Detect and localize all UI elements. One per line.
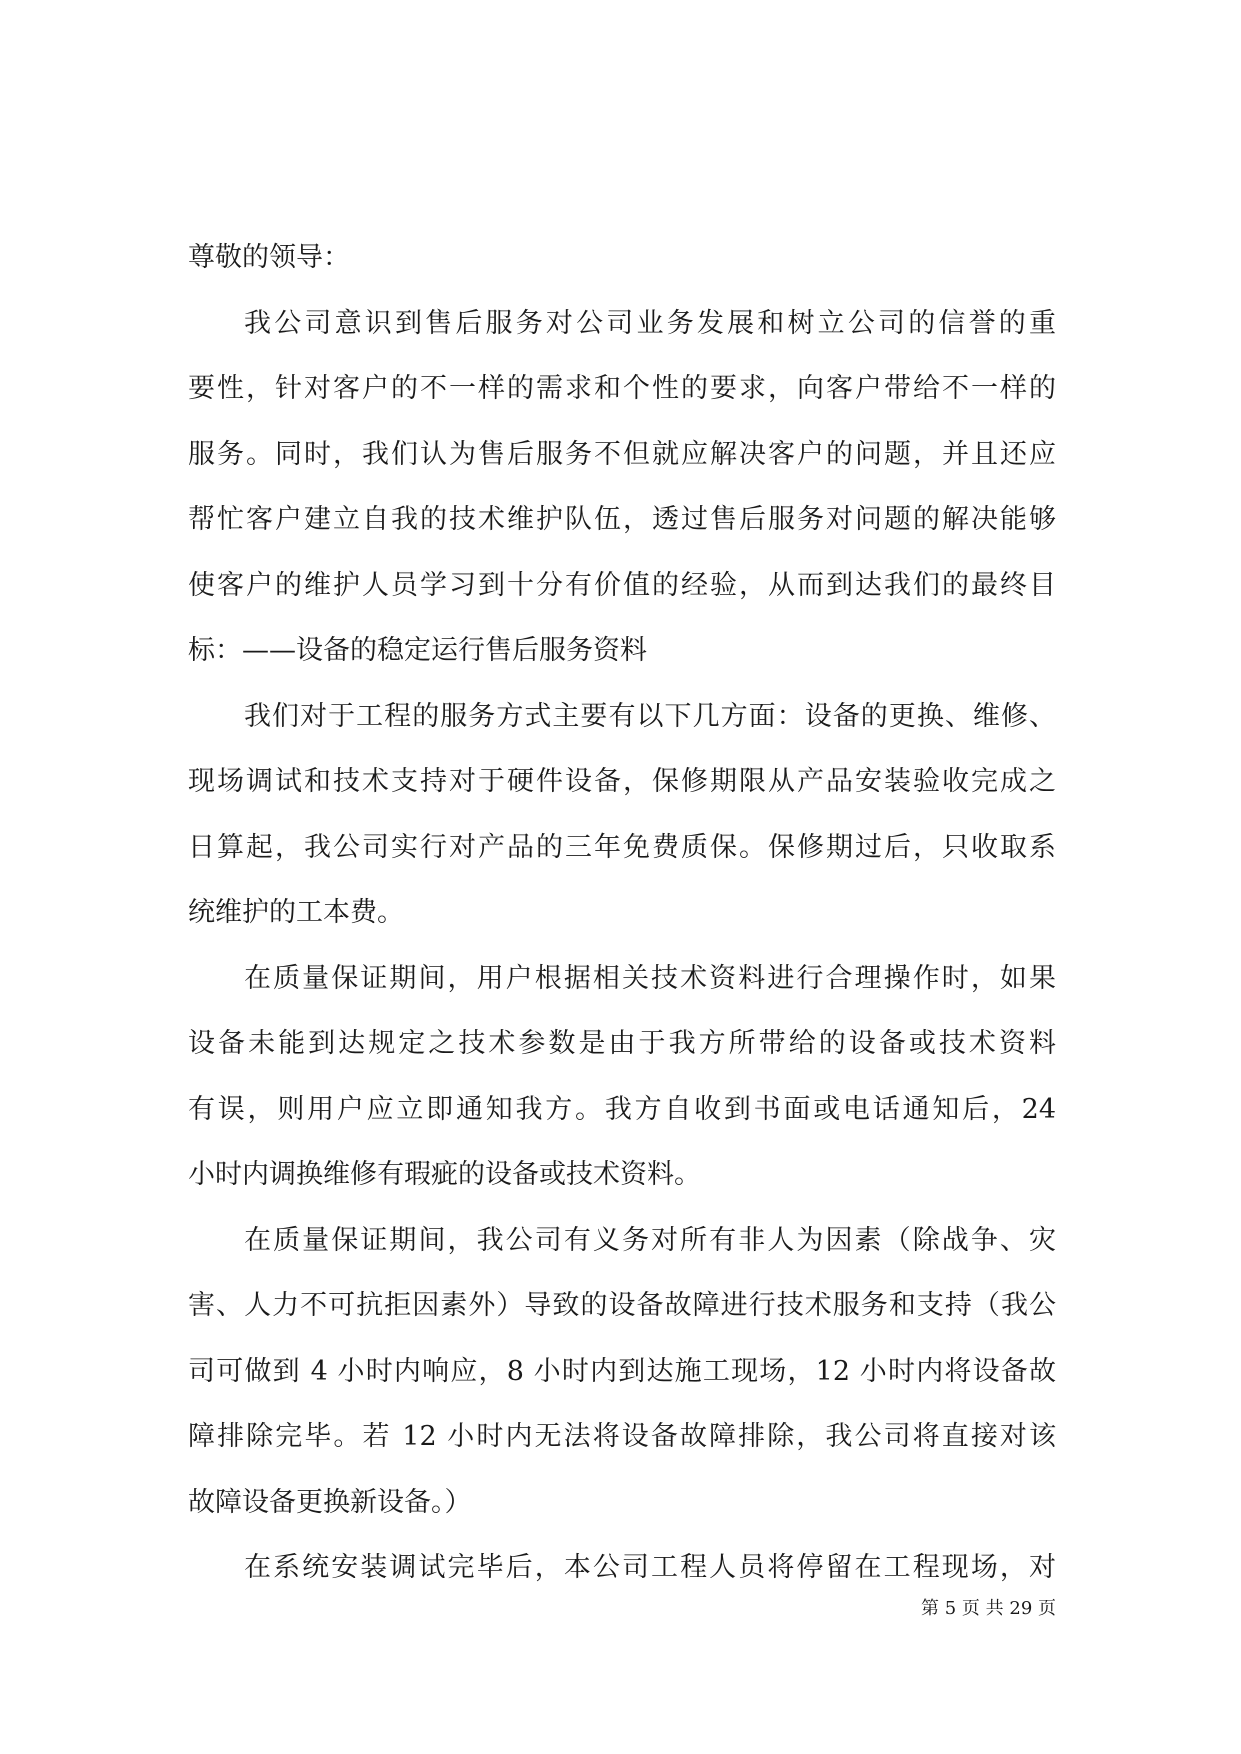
paragraph-4-line-1: 在质量保证期间，我公司有义务对所有非人为因素（除战争、灾 — [244, 1224, 1056, 1256]
paragraph-2-line-4: 统维护的工本费。 — [188, 897, 404, 928]
paragraph-1-line-3: 服务。同时，我们认为售后服务不但就应解决客户的问题，并且还应 — [188, 438, 1056, 470]
paragraph-2-line-3: 日算起，我公司实行对产品的三年免费质保。保修期过后，只收取系 — [188, 831, 1056, 863]
paragraph-4-line-5: 故障设备更换新设备。） — [188, 1486, 472, 1518]
paragraph-1-line-6: 标：——设备的稳定运行售后服务资料 — [188, 635, 647, 666]
document-body — [188, 225, 1056, 1601]
paragraph-3-line-4: 小时内调换维修有瑕疵的设备或技术资料。 — [188, 1159, 701, 1190]
paragraph-2-line-1: 我们对于工程的服务方式主要有以下几方面：设备的更换、维修、 — [244, 700, 1056, 732]
paragraph-3-line-2: 设备未能到达规定之技术参数是由于我方所带给的设备或技术资料 — [188, 1028, 1056, 1059]
paragraph-1-line-4: 帮忙客户建立自我的技术维护队伍，透过售后服务对问题的解决能够 — [188, 504, 1056, 535]
paragraph-1-line-5: 使客户的维护人员学习到十分有价值的经验，从而到达我们的最终目 — [188, 569, 1056, 601]
salutation: 尊敬的领导： — [188, 242, 350, 273]
paragraph-5-line-1: 在系统安装调试完毕后，本公司工程人员将停留在工程现场，对 — [244, 1552, 1056, 1583]
paragraph-3-line-1: 在质量保证期间，用户根据相关技术资料进行合理操作时，如果 — [244, 962, 1056, 994]
paragraph-4-line-2: 害、人力不可抗拒因素外）导致的设备故障进行技术服务和支持（我公 — [188, 1290, 1056, 1321]
paragraph-4-line-3: 司可做到 4 小时内响应，8 小时内到达施工现场，12 小时内将设备故 — [188, 1355, 1056, 1387]
page-number-footer: 第 5 页 共 29 页 — [921, 1598, 1056, 1619]
paragraph-4-line-4: 障排除完毕。若 12 小时内无法将设备故障排除，我公司将直接对该 — [188, 1421, 1056, 1452]
paragraph-2-line-2: 现场调试和技术支持对于硬件设备，保修期限从产品安装验收完成之 — [188, 766, 1056, 797]
paragraph-1-line-1: 我公司意识到售后服务对公司业务发展和树立公司的信誉的重 — [244, 307, 1056, 339]
paragraph-3-line-3: 有误，则用户应立即通知我方。我方自收到书面或电话通知后，24 — [188, 1093, 1056, 1125]
paragraph-1-line-2: 要性，针对客户的不一样的需求和个性的要求，向客户带给不一样的 — [188, 373, 1056, 404]
